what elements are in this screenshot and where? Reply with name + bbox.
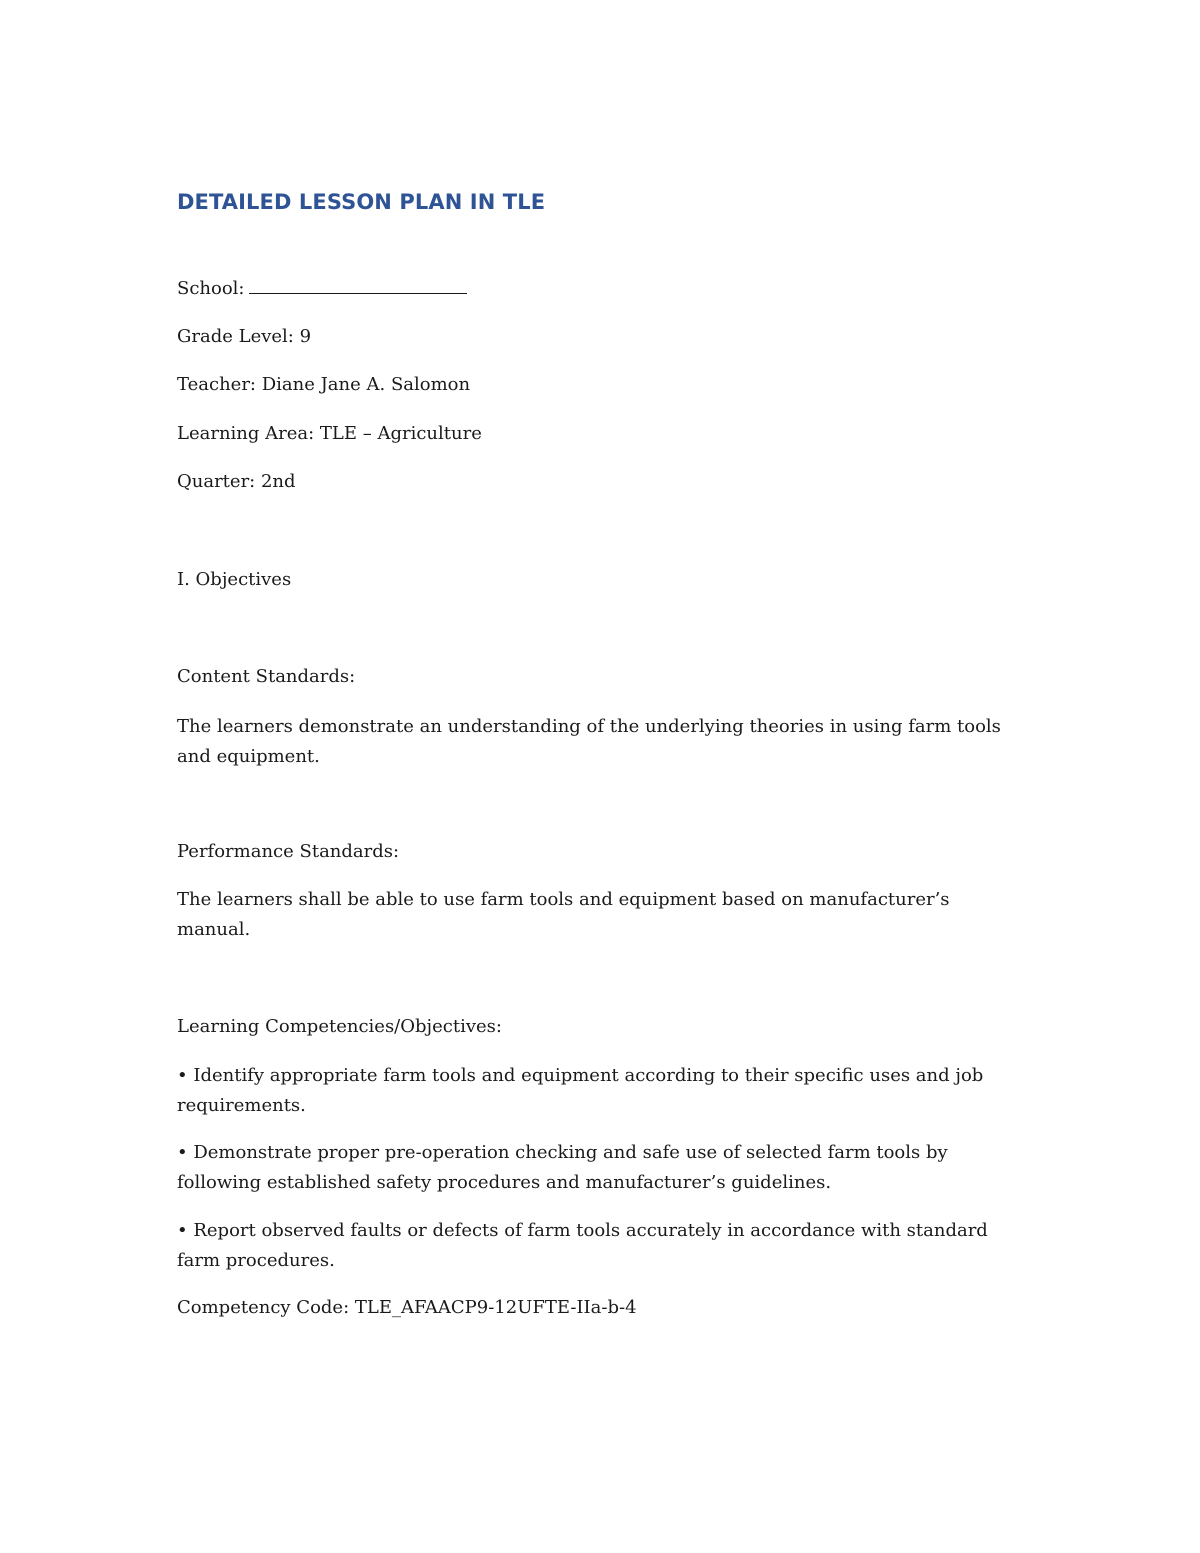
school-blank-field[interactable] <box>249 279 467 294</box>
school-line <box>177 274 467 304</box>
competency-item-2: • Demonstrate proper pre-operation checking and safe use of selected farm tools by following established safety procedures and manufacturer’s guidelines. <box>177 1142 948 1193</box>
school-label: School: <box>177 278 245 299</box>
performance-standards-text: The learners shall be able to use farm tools and equipment based on manufacturer’s manual. <box>177 889 950 940</box>
objectives-heading: I. Objectives <box>177 569 292 590</box>
document-title: DETAILED LESSON PLAN IN TLE <box>177 190 546 214</box>
quarter: Quarter: 2nd <box>177 471 296 492</box>
competencies-label: Learning Competencies/Objectives: <box>177 1016 502 1037</box>
competency-item-3: • Report observed faults or defects of farm tools accurately in accordance with standard farm procedures. <box>177 1220 988 1271</box>
competency-item-1: • Identify appropriate farm tools and equipment according to their specific uses and job requirements. <box>177 1065 984 1116</box>
content-standards-text: The learners demonstrate an understanding of the underlying theories in using farm tools and equipment. <box>177 716 1001 767</box>
content-standards-label: Content Standards: <box>177 666 356 687</box>
competency-code: Competency Code: TLE_AFAACP9-12UFTE-IIa-b-4 <box>177 1297 637 1318</box>
teacher: Teacher: Diane Jane A. Salomon <box>177 374 471 395</box>
grade-level: Grade Level: 9 <box>177 326 312 347</box>
performance-standards-label: Performance Standards: <box>177 841 400 862</box>
learning-area: Learning Area: TLE – Agriculture <box>177 423 482 444</box>
